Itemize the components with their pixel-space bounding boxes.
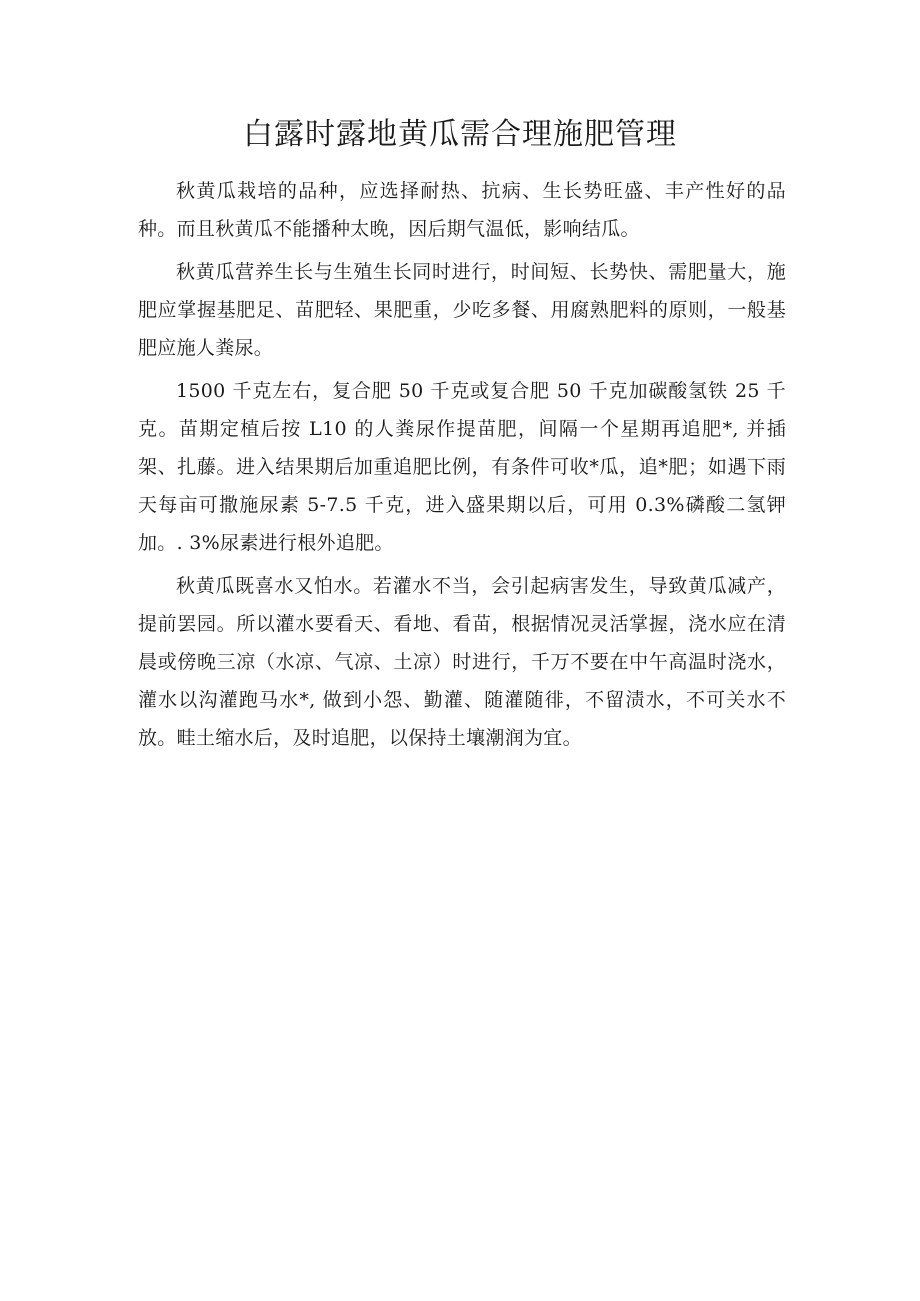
document-title: 白露时露地黄瓜需合理施肥管理	[243, 117, 677, 152]
paragraph-irrigation: 秋黄瓜既喜水又怕水。若灌水不当，会引起病害发生，导致黄瓜减产，提前罢园。所以灌水要看天、看地、看苗，根据情况灵活掌握，浇水应在清晨或傍晚三凉（水凉、气凉、土凉）时进行，千万不要在中午高温时浇水，灌水以沟灌跑马水*, 做到小怨、勤灌、随灌随徘，不留渍水，不可关水不放。畦土缩水后，及时追肥，以保持土壤潮润为宜。	[138, 575, 786, 749]
paragraph-fertilizing-principle: 秋黄瓜营养生长与生殖生长同时进行，时间短、长势快、需肥量大，施肥应掌握基肥足、苗肥轻、果肥重，少吃多餐、用腐熟肥料的原则，一般基肥应施人粪尿。	[138, 261, 786, 359]
document-body	[138, 172, 786, 762]
paragraph-fertilizer-amounts: 1500 千克左右，复合肥 50 千克或复合肥 50 千克加碳酸氢铁 25 千克。苗期定植后按 L10 的人粪尿作提苗肥，间隔一个星期再追肥*, 并插架、扎藤。进入结果期后加重追肥比例，有条件可收*瓜，追*肥；如遇下雨天每亩可撒施尿素 5-7.5 千克，进入盛果期以后，可用 0.3%磷酸二氢钾加。. 3%尿素进行根外追肥。	[138, 380, 786, 554]
paragraph-variety: 秋黄瓜栽培的品种，应选择耐热、抗病、生长势旺盛、丰产性好的品种。而且秋黄瓜不能播种太晚，因后期气温低，影响结瓜。	[138, 180, 786, 240]
